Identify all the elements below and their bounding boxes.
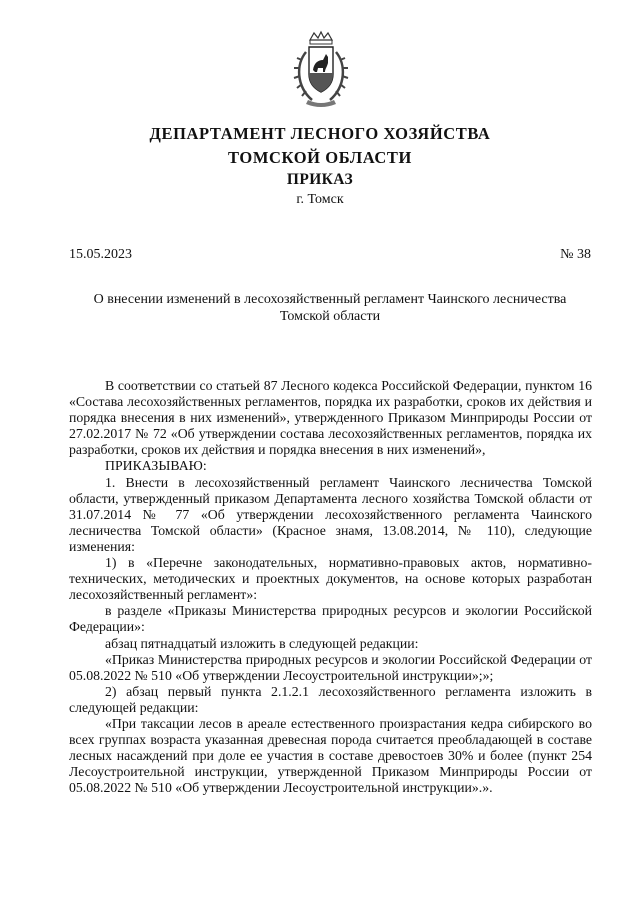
- department-title-line-1: ДЕПАРТАМЕНТ ЛЕСНОГО ХОЗЯЙСТВА: [149, 124, 491, 143]
- document-type-title: ПРИКАЗ: [286, 171, 354, 188]
- coat-of-arms-emblem: [292, 30, 350, 110]
- order-date: 15.05.2023: [69, 247, 132, 262]
- section-reference: в разделе «Приказы Министерства природных ресурсов и экологии Российской Федерации»:: [69, 603, 592, 635]
- preamble-paragraph: В соответствии со статьей 87 Лесного кодекса Российской Федерации, пунктом 16 «Состава лесохозяйственных регламентов, порядка их разработки, сроков их действия и порядка внесения в них изменений», утвержденного Приказом Минприроды России от 27.02.2017 № 72 «Об утверждении состава лесохозяйственных регламентов, порядка их разработки, сроков их действия и порядка внесения в них изменений»,: [69, 378, 592, 458]
- order-directive: ПРИКАЗЫВАЮ:: [105, 458, 207, 474]
- paragraph-instruction: абзац пятнадцатый изложить в следующей редакции:: [105, 635, 419, 651]
- city-label: г. Томск: [296, 192, 344, 207]
- new-wording-1: «Приказ Министерства природных ресурсов и экологии Российской Федерации от 05.08.2022 № 510 «Об утверждении Лесоустроительной инструкции»;»;: [69, 651, 592, 683]
- order-number: № 38: [560, 247, 591, 262]
- order-subject: О внесении изменений в лесохозяйственный регламент Чаинского лесничества Томской области: [93, 292, 567, 324]
- order-subitem-2: 2) абзац первый пункта 2.1.2.1 лесохозяйственного регламента изложить в следующей редакции:: [69, 683, 592, 715]
- new-wording-2: «При таксации лесов в ареале естественного произрастания кедра сибирского во всех группах возраста указанная древесная порода считается преобладающей в составе лесных насаждений при доле ее участия в составе древостоев 30% и более (пункт 254 Лесоустроительной инструкции, утвержденной Приказом Минприроды России от 05.08.2022 № 510 «Об утверждении Лесоустроительной инструкции».».: [69, 715, 592, 796]
- order-item-1: 1. Внести в лесохозяйственный регламент Чаинского лесничества Томской области, утвержденный приказом Департамента лесного хозяйства Томской области от 31.07.2014 № 77 «Об утверждении лесохозяйственного регламента Чаинского лесничества Томской области» (Красное знамя, 13.08.2014, № 110), следующие изменения:: [69, 474, 592, 554]
- order-body: [69, 378, 592, 796]
- department-title-line-2: ТОМСКОЙ ОБЛАСТИ: [228, 148, 412, 167]
- order-subitem-1: 1) в «Перечне законодательных, нормативно-правовых актов, нормативно-технических, методических и проектных документов, на основе которых разработан лесохозяйственный регламент»:: [69, 555, 592, 603]
